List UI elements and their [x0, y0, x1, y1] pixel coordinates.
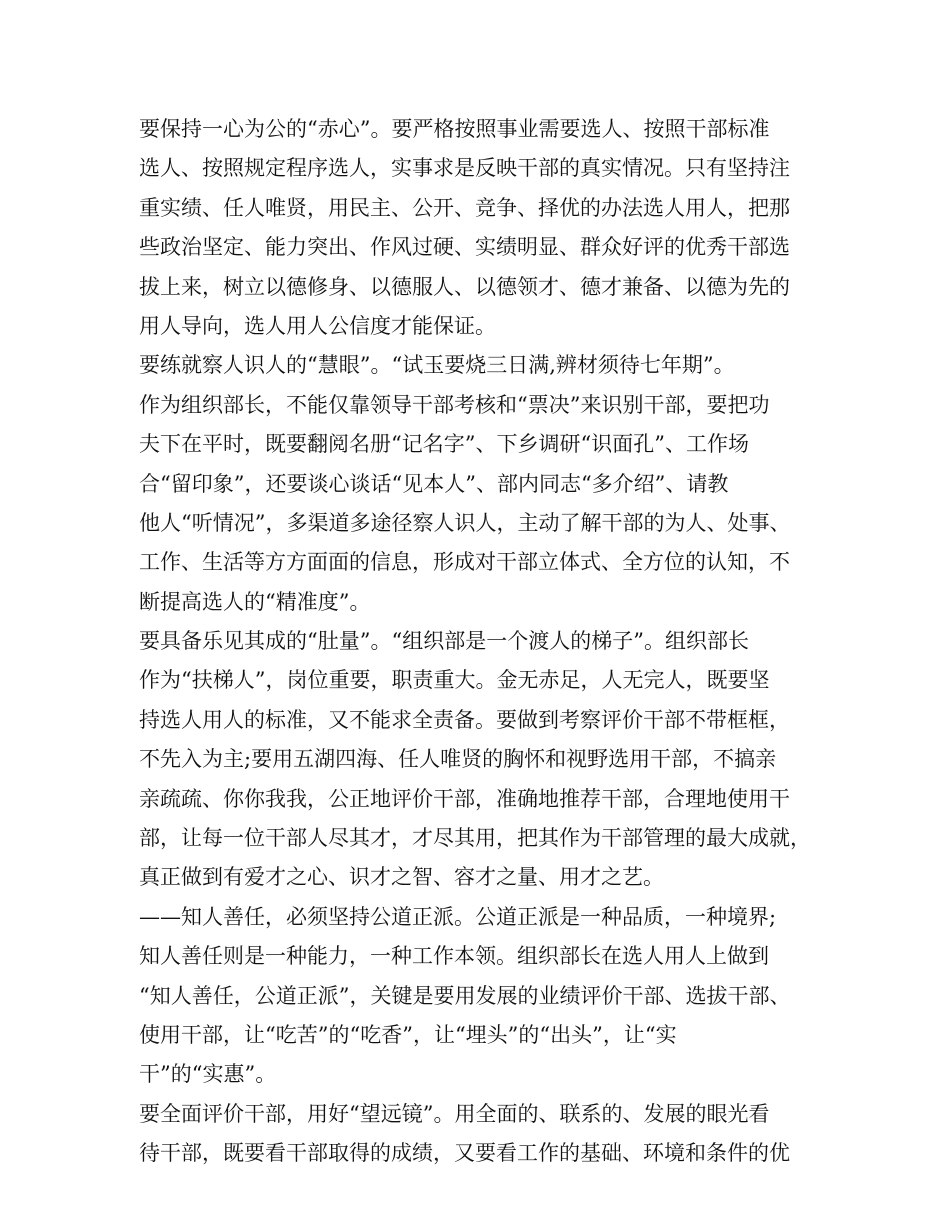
text-line: 他人“听情况”，多渠道多途径察人识人，主动了解干部的为人、处事、 [139, 510, 791, 535]
text-line: 用人导向，选人用人公信度才能保证。 [139, 313, 496, 338]
text-line: 不先入为主;要用五湖四海、任人唯贤的胸怀和视野选用干部，不搞亲 [139, 747, 777, 772]
text-line: 断提高选人的“精准度”。 [139, 589, 371, 614]
text-line: 亲疏疏、你你我我，公正地评价干部，准确地推荐干部，合理地使用干 [139, 786, 790, 811]
text-line: 要练就察人识人的“慧眼”。“试玉要烧三日满,辨材须待七年期”。 [139, 353, 735, 378]
text-line: 作为“扶梯人”，岗位重要，职责重大。金无赤足，人无完人，既要坚 [139, 668, 770, 693]
text-line: 夫下在平时，既要翻阅名册“记名字”、下乡调研“识面孔”、工作场 [139, 432, 749, 457]
text-line: 选人、按照规定程序选人，实事求是反映干部的真实情况。只有坚持注 [139, 156, 790, 181]
text-line: ——知人善任，必须坚持公道正派。公道正派是一种品质，一种境界; [139, 904, 777, 929]
text-line: 要全面评价干部，用好“望远镜”。用全面的、联系的、发展的眼光看 [139, 1101, 770, 1126]
text-line: 要保持一心为公的“赤心”。要严格按照事业需要选人、按照干部标准 [139, 117, 770, 141]
text-line: 持选人用人的标准，又不能求全责备。要做到考察评价干部不带框框， [139, 707, 790, 732]
text-line: 干”的“实惠”。 [139, 1062, 277, 1087]
text-line: 些政治坚定、能力突出、作风过硬、实绩明显、群众好评的优秀干部选 [139, 235, 790, 260]
text-line: 使用干部，让“吃苦”的“吃香”，让“埋头”的“出头”，让“实 [139, 1022, 677, 1047]
text-line: 真正做到有爱才之心、识才之智、容才之量、用才之艺。 [139, 865, 664, 890]
text-line: 要具备乐见其成的“肚量”。“组织部是一个渡人的梯子”。组织部长 [139, 629, 749, 654]
text-line: 待干部，既要看干部取得的成绩，又要看工作的基础、环境和条件的优 [139, 1141, 790, 1166]
text-line: 重实绩、任人唯贤，用民主、公开、竞争、择优的办法选人用人，把那 [139, 195, 790, 220]
text-line: 知人善任则是一种能力，一种工作本领。组织部长在选人用人上做到 [139, 944, 769, 969]
text-line: 工作、生活等方方面面的信息，形成对干部立体式、全方位的认知，不 [139, 550, 790, 575]
text-line: “知人善任，公道正派”，关键是要用发展的业绩评价干部、选拔干部、 [139, 983, 791, 1008]
document-body [139, 110, 829, 1174]
text-line: 部，让每一位干部人尽其才，才尽其用，把其作为干部管理的最大成就， [139, 826, 811, 851]
text-line: 拔上来，树立以德修身、以德服人、以德领才、德才兼备、以德为先的 [139, 274, 790, 299]
text-line: 合“留印象”，还要谈心谈话“见本人”、部内同志“多介绍”、请教 [139, 471, 729, 496]
text-line: 作为组织部长，不能仅靠领导干部考核和“票决”来识别干部，要把功 [139, 392, 770, 417]
